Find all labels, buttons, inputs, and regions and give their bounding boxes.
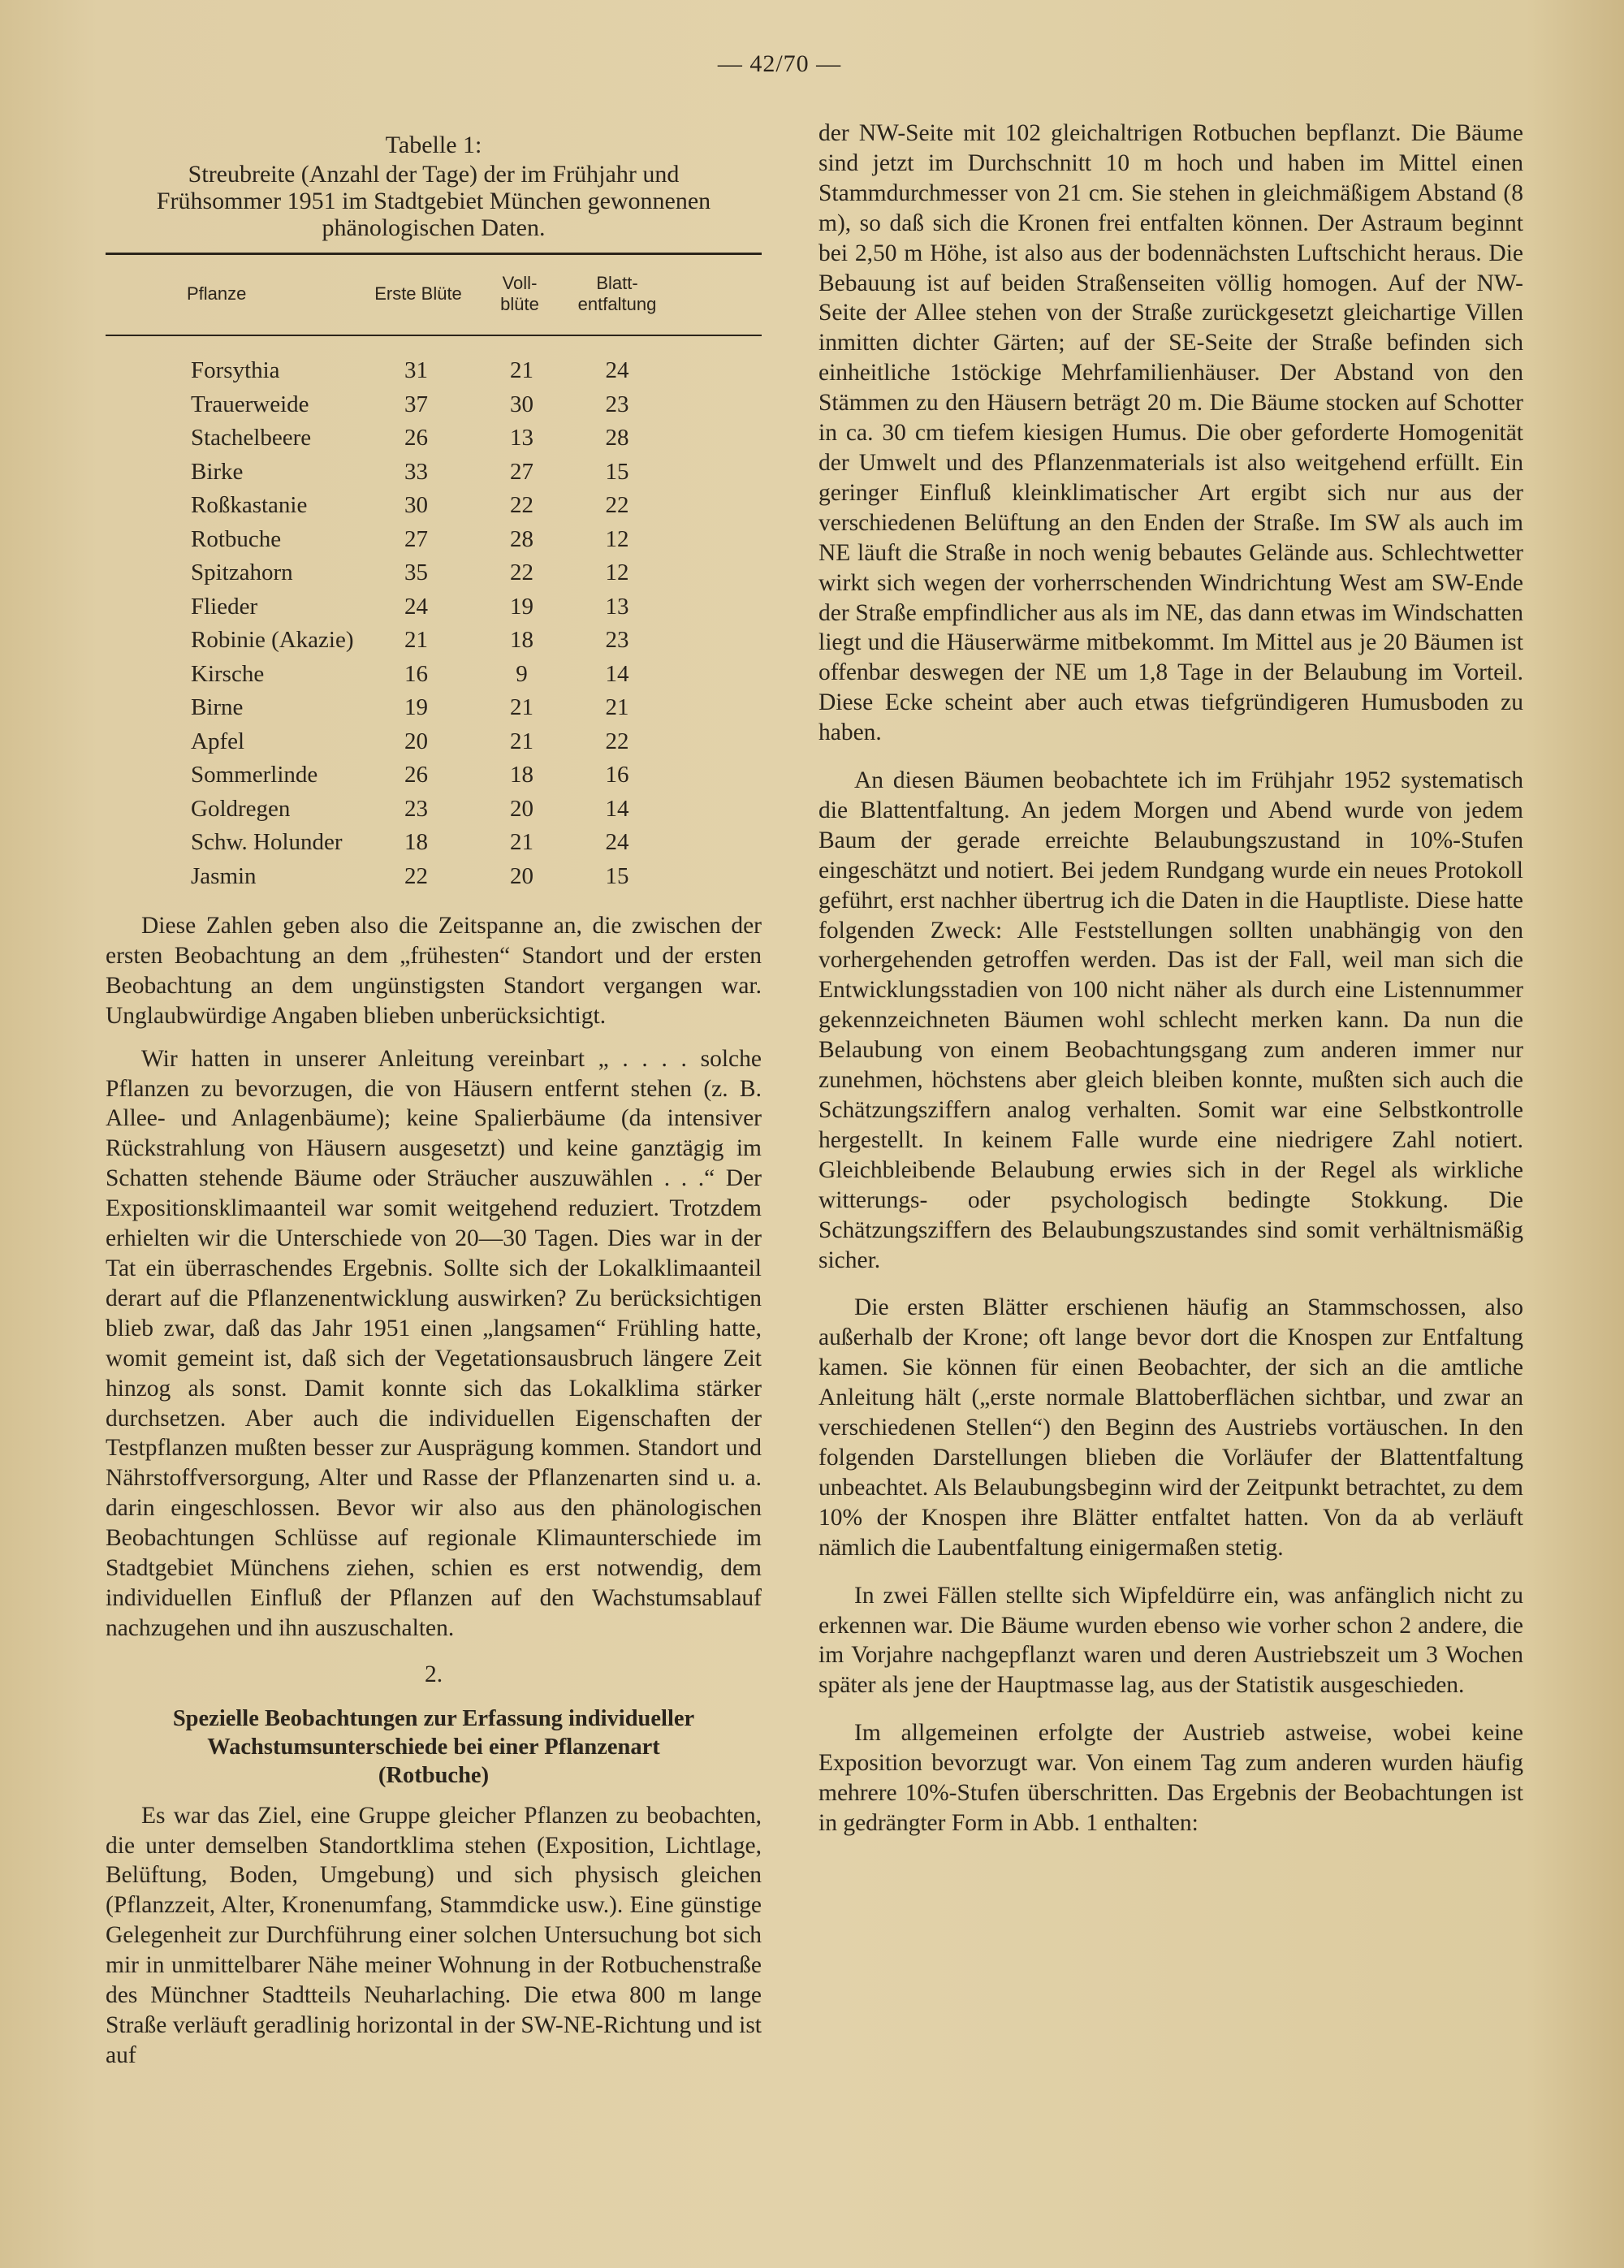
cell-blattentfaltung: 23: [605, 627, 629, 654]
cell-erste-bluete: 16: [404, 660, 428, 687]
cell-vollbluete: 21: [510, 357, 533, 384]
table-row: [106, 354, 762, 388]
cell-vollbluete: 27: [510, 458, 533, 485]
cell-pflanze: Birke: [191, 458, 244, 485]
cell-vollbluete: 21: [510, 829, 533, 856]
cell-vollbluete: 13: [510, 425, 533, 451]
cell-pflanze: Stachelbeere: [191, 425, 312, 451]
cell-vollbluete: 22: [510, 559, 533, 586]
cell-erste-bluete: 37: [404, 391, 428, 417]
cell-erste-bluete: 18: [404, 829, 428, 856]
cell-vollbluete: 21: [510, 728, 533, 754]
cell-pflanze: Forsythia: [191, 357, 280, 384]
cell-pflanze: Robinie (Akazie): [191, 627, 354, 654]
table-caption-line-2: Frühsommer 1951 im Stadtgebiet München gewonnenen: [156, 188, 711, 214]
header-vollbluete-line-1: Voll-: [502, 273, 538, 293]
cell-vollbluete: 20: [510, 862, 533, 889]
left-column: [106, 130, 762, 2071]
cell-pflanze: Goldregen: [191, 795, 291, 822]
header-vollbluete-line-2: blüte: [500, 294, 539, 314]
table-row: [106, 523, 762, 557]
cell-pflanze: Rotbuche: [191, 525, 282, 552]
table-title: Tabelle 1:: [385, 132, 482, 158]
cell-vollbluete: 19: [510, 593, 533, 620]
cell-erste-bluete: 30: [404, 492, 428, 519]
cell-blattentfaltung: 15: [605, 862, 629, 889]
table-row: [106, 556, 762, 590]
table-body: [106, 354, 762, 893]
right-paragraph-3: Die ersten Blätter erschienen häufig an Stammschossen, also außerhalb der Krone; oft lange bevor dort die Knospen zur Entfaltung kamen. Sie können für einen Beobachter, der sich an die amtliche Anleitung hält („erste normale Blattoberflächen sichtbar, und zwar an verschiedenen Stellen“) den Beginn des Austriebs vortäuschen. In den folgenden Darstellungen blieben die Vorläufer der Blattentfaltung unbeachtet. Als Belaubungsbeginn wird der Zeitpunkt betrachtet, zu dem 10% der Knospen ihre Blätter entfaltet hatten. Von da ab verläuft nämlich die Laubentfaltung einigermaßen stetig.: [818, 1294, 1523, 1561]
cell-vollbluete: 28: [510, 525, 533, 552]
table-row: [106, 624, 762, 658]
cell-erste-bluete: 27: [404, 525, 428, 552]
cell-pflanze: Schw. Holunder: [191, 829, 343, 856]
table-header: [106, 255, 762, 333]
cell-pflanze: Jasmin: [191, 862, 257, 889]
table-row: [106, 489, 762, 523]
section-title-line-3: (Rotbuche): [378, 1762, 490, 1788]
table-header-rule: [106, 335, 762, 336]
cell-blattentfaltung: 12: [605, 559, 629, 586]
table-row: [106, 860, 762, 894]
phenology-table: [106, 253, 762, 893]
table-row: [106, 758, 762, 793]
header-erste-bluete: Erste Blüte: [374, 283, 462, 304]
table-caption-line-1: Streubreite (Anzahl der Tage) der im Frühjahr und: [188, 161, 680, 188]
cell-blattentfaltung: 24: [605, 829, 629, 856]
cell-blattentfaltung: 15: [605, 458, 629, 485]
table-row: [106, 590, 762, 624]
cell-blattentfaltung: 13: [605, 593, 629, 620]
cell-vollbluete: 21: [510, 694, 533, 721]
table-caption-line-3: phänologischen Daten.: [322, 214, 546, 241]
table-row: [106, 421, 762, 456]
left-paragraph-2: Wir hatten in unserer Anleitung vereinbart „ . . . . solche Pflanzen zu bevorzugen, die von Häusern entfernt stehen (z. B. Allee- und Anlagenbäume); keine Spalierbäume (da intensiver Rückstrahlung von Häusern ausgesetzt) und keine ganztägig im Schatten stehende Bäume oder Sträucher auszuwählen . . .“ Der Expositionsklimaanteil war somit weitgehend reduziert. Trotzdem erhielten wir die Unterschiede von 20—30 Tagen. Dies war in der Tat ein überraschendes Ergebnis. Sollte sich der Lokalklimaanteil derart auf die Pflanzenentwicklung auswirken? Zu berücksichtigen blieb zwar, daß das Jahr 1951 einen „langsamen“ Frühling hatte, womit gemeint ist, daß sich der Vegetationsausbruch längere Zeit hinzog als sonst. Damit konnte sich das Lokalklima stärker durchsetzen. Aber auch die individuellen Eigenschaften der Testpflanzen mußten besser zur Ausprägung kommen. Standort und Nährstoffversorgung, Alter und Rasse der Pflanzenarten sind u. a. darin eingeschlossen. Bevor wir also aus den phänologischen Beobachtungen Schlüsse auf regionale Klimaunterschiede im Stadtgebiet Münchens ziehen, schien es erst notwendig, dem individuellen Einfluß der Pflanzen auf den Wachstumsablauf nachzugehen und ihn auszuschalten.: [106, 1045, 762, 1641]
cell-vollbluete: 30: [510, 391, 533, 417]
table-row: [106, 826, 762, 860]
cell-pflanze: Apfel: [191, 728, 245, 754]
right-paragraph-5: Im allgemeinen erfolgte der Austrieb astweise, wobei keine Exposition bevorzugt war. Von einem Tag zum anderen wurden häufig mehrere 10%-Stufen überschritten. Das Ergebnis der Beobachtungen ist in gedrängter Form in Abb. 1 enthalten:: [818, 1720, 1523, 1836]
cell-erste-bluete: 23: [404, 795, 428, 822]
cell-blattentfaltung: 16: [605, 762, 629, 788]
cell-pflanze: Trauerweide: [191, 391, 309, 417]
cell-blattentfaltung: 23: [605, 391, 629, 417]
header-blattentfaltung-line-2: entfaltung: [577, 294, 657, 314]
table-row: [106, 456, 762, 490]
header-blattentfaltung-line-1: Blatt-: [596, 273, 638, 293]
cell-pflanze: Kirsche: [191, 660, 265, 687]
cell-vollbluete: 9: [516, 660, 528, 687]
table-row: [106, 691, 762, 725]
right-column: [818, 119, 1523, 1838]
cell-blattentfaltung: 22: [605, 492, 629, 519]
cell-pflanze: Flieder: [191, 593, 258, 620]
right-paragraph-2: An diesen Bäumen beobachtete ich im Frühjahr 1952 systematisch die Blattentfaltung. An jedem Morgen und Abend wurde von jedem Baum der gerade erreichte Belaubungszustand in 10%-Stufen eingeschätzt und notiert. Bei jedem Rundgang wurde ein neues Protokoll geführt, erst nachher übertrug ich die Daten in die Hauptliste. Diese hatte folgenden Zweck: Alle Feststellungen sollten unabhängig von den vorhergehenden getroffen werden. Das ist der Fall, weil man sich die Entwicklungsstadien von 100 nicht näher als durch eine Listennummer gekennzeichneten Bäumen wohl schlecht merken kann. Da nun die Belaubung von einem Beobachtungsgang zum anderen immer nur zunehmen, höchstens aber gleich bleiben konnte, mußten sich auch die Schätzungsziffern analog verhalten. Somit war eine Selbstkontrolle hergestellt. In keinem Falle wurde eine niedrigere Zahl notiert. Gleichbleibende Belaubung erwies sich in der Regel als wirkliche witterungs- oder psychologisch bedingte Stokkung. Die Schätzungsziffern des Belaubungszustandes sind somit verhältnismäßig sicher.: [818, 767, 1523, 1273]
cell-erste-bluete: 24: [404, 593, 428, 620]
header-pflanze: Pflanze: [187, 283, 247, 304]
cell-vollbluete: 20: [510, 795, 533, 822]
cell-vollbluete: 22: [510, 492, 533, 519]
right-paragraph-1: der NW-Seite mit 102 gleichaltrigen Rotbuchen bepflanzt. Die Bäume sind jetzt im Durchschnitt 10 m hoch und haben im Mittel einen Stammdurchmesser von 21 cm. Sie stehen in gleichmäßigem Abstand (8 m), so daß sich die Kronen frei entfalten können. Der Astraum beginnt bei 2,50 m Höhe, ist also aus der bodennächsten Luftschicht heraus. Die Bebauung ist auf beiden Straßenseiten völlig homogen. Auf der NW-Seite der Allee stehen von der Straße zurückgesetzt gleichartige Villen inmitten dichter Gärten; auf der SE-Seite der Straße befinden sich einheitliche 1stöckige Mehrfamilienhäuser. Der Abstand von den Stämmen zu den Häusern beträgt 20 m. Die Bäume stocken auf Schotter in ca. 30 cm tiefem kiesigen Humus. Die ober geforderte Homogenität der Umwelt und des Pflanzenmaterials ist also weitgehend erfüllt. Ein geringer Einfluß kleinklimatischer Art ergibt sich nur aus der verschiedenen Belüftung an den Enden der Straße. Im SW als auch im NE läuft die Straße in noch wenig bebautes Gelände aus. Schlechtwetter wirkt sich wegen der vorherrschenden Windrichtung West am SW-Ende der Straße empfindlicher aus als im NE, das dann etwas im Windschatten liegt und die Häuserwärme mitbekommt. Im Mittel aus je 20 Bäumen ist offenbar deswegen der NE um 1,8 Tage in der Belaubung im Vorteil. Diese Ecke scheint aber auch etwas tiefgründigeren Humusboden zu haben.: [818, 120, 1523, 746]
cell-blattentfaltung: 12: [605, 525, 629, 552]
table-row: [106, 793, 762, 827]
cell-blattentfaltung: 24: [605, 357, 629, 384]
cell-erste-bluete: 22: [404, 862, 428, 889]
cell-blattentfaltung: 14: [605, 660, 629, 687]
section-title-line-1: Spezielle Beobachtungen zur Erfassung individueller: [172, 1705, 695, 1731]
table-row: [106, 388, 762, 422]
table-row: [106, 725, 762, 759]
cell-erste-bluete: 26: [404, 425, 428, 451]
cell-erste-bluete: 20: [404, 728, 428, 754]
cell-vollbluete: 18: [510, 627, 533, 654]
section-number: 2.: [424, 1661, 443, 1687]
cell-erste-bluete: 33: [404, 458, 428, 485]
cell-erste-bluete: 26: [404, 762, 428, 788]
cell-blattentfaltung: 28: [605, 425, 629, 451]
section-title-line-2: Wachstumsunterschiede bei einer Pflanzenart: [207, 1734, 660, 1760]
cell-blattentfaltung: 14: [605, 795, 629, 822]
left-paragraph-1: Diese Zahlen geben also die Zeitspanne an, die zwischen der ersten Beobachtung an dem „frühesten“ Standort und der ersten Beobachtung an dem ungünstigsten Standort vergangen war. Unglaubwürdige Angaben blieben unberücksichtigt.: [106, 913, 762, 1029]
cell-erste-bluete: 35: [404, 559, 428, 586]
cell-erste-bluete: 19: [404, 694, 428, 721]
cell-pflanze: Birne: [191, 694, 244, 721]
right-paragraph-4: In zwei Fällen stellte sich Wipfeldürre ein, was anfänglich nicht zu erkennen war. Die Bäume wurden ebenso wie vorher schon 2 andere, die im Vorjahre nachgepflanzt waren und deren Austriebszeit um 3 Wochen später als jene der Hauptmasse lag, aus der Statistik ausgeschieden.: [818, 1582, 1523, 1699]
header-blattentfaltung: [560, 273, 674, 315]
cell-erste-bluete: 31: [404, 357, 428, 384]
cell-blattentfaltung: 21: [605, 694, 629, 721]
cell-blattentfaltung: 22: [605, 728, 629, 754]
section-title: [106, 1704, 762, 1790]
left-paragraph-3: Es war das Ziel, eine Gruppe gleicher Pflanzen zu beobachten, die unter demselben Standortklima stehen (Exposition, Lichtlage, Belüftung, Boden, Umgebung) und sich physisch gleichen (Pflanzzeit, Alter, Kronenumfang, Stammdicke usw.). Eine günstige Gelegenheit zur Durchführung einer solchen Untersuchung bot sich mir in unmittelbarer Nähe meiner Wohnung in der Rotbuchenstraße des Münchner Stadtteils Neuharlaching. Die etwa 800 m lange Straße verläuft geradlinig horizontal in der SW-NE-Richtung und ist auf: [106, 1802, 762, 2068]
cell-pflanze: Spitzahorn: [191, 559, 293, 586]
cell-pflanze: Roßkastanie: [191, 492, 308, 519]
table-row: [106, 658, 762, 692]
cell-erste-bluete: 21: [404, 627, 428, 654]
page-number: — 42/70 —: [717, 50, 842, 77]
cell-pflanze: Sommerlinde: [191, 762, 318, 788]
cell-vollbluete: 18: [510, 762, 533, 788]
header-vollbluete: [479, 273, 560, 315]
